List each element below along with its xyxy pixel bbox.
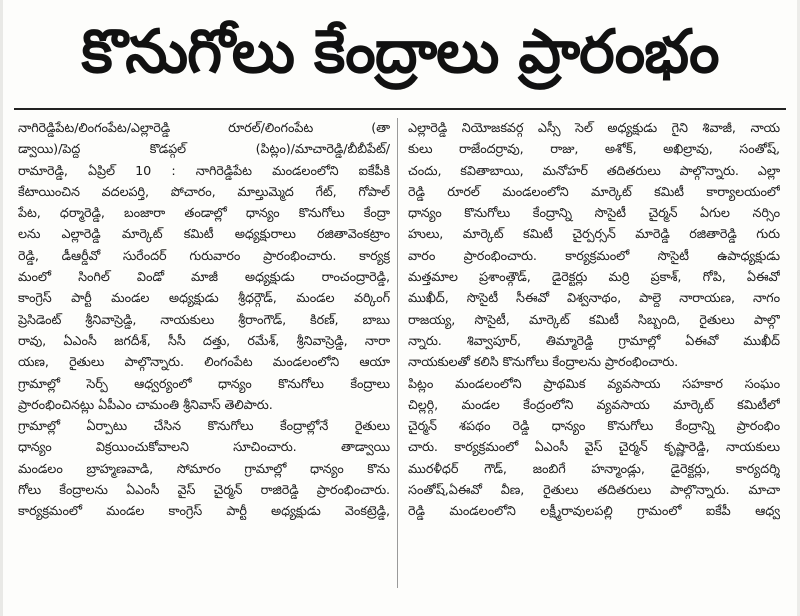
text-line: ముఖీద్, సొసైటీ సీఈవో విశ్వనాథం, పాల్దె నారాయణ, నాగం <box>408 291 780 307</box>
text-line: కులు రాజేందర్రావు, రాజు, అశోక్, అఖిల్రావు, సంతోష్, <box>408 142 780 158</box>
text-line: వారం ప్రారంభించారు. కార్యక్రమంలో సొసైటీ ఉపాధ్యక్షుడు <box>408 248 780 264</box>
text-line: మత్తమాల ప్రశాంత్గౌడ్, డైరెక్టర్లు మర్రి ప్రకాశ్, గోపి, ఏఈవో <box>408 270 780 286</box>
text-line: సంతోష్,ఏఈవో వీణ, రైతులు తదితరులు పాల్గొన్నారు. మాచా <box>408 483 780 499</box>
text-line: రామారెడ్డి, ఏప్రిల్ 10 : నాగిరెడ్డిపేట మండలంలోని ఐకేపీకి <box>18 163 390 179</box>
text-line: పిట్లం మండలంలోని ప్రాథమిక వ్యవసాయ సహకార సంఘం <box>408 376 780 392</box>
text-line: డ్వాయి)/పెద్ద కొడప్గల్ (పిట్లం)/మాచారెడ్డి/బీబీపేట్/ <box>18 142 390 158</box>
text-line: గోలు కేంద్రాలను ఏఎంసీ వైస్ చైర్మన్ రాజిరెడ్డి ప్రారంభించారు. <box>18 483 390 499</box>
text-line: హులు, మార్కెట్ కమిటీ చైర్పర్సన్ మారెడ్డి రజితారెడ్డి గురు <box>408 227 780 243</box>
text-line: రెడ్డి రూరల్ మండలంలోని మార్కెట్ కమిటీ కార్యాలయంలో <box>408 184 780 200</box>
text-line: ధాన్యం కొనుగోలు కేంద్రాన్ని సొసైటీ చైర్మన్ ఏగుల నర్సిం <box>408 206 780 222</box>
text-line: రెడ్డి, డీఆర్డీవో సురేందర్ గురువారం ప్రారంభించారు. కార్యక్ర <box>18 248 390 264</box>
text-line: నాగిరెడ్డిపేట/లింగంపేట/ఎల్లారెడ్డి రూరల్/లింగంపేట (తా <box>18 121 390 136</box>
page-edge-left <box>0 0 3 616</box>
article-column-left <box>18 118 390 598</box>
text-line: పేట, ధర్మారెడ్డి, బంజారా తండాల్లో ధాన్యం కొనుగోలు కేంద్రా <box>18 206 390 222</box>
text-line: రావు, ఏఎంసీ జగదీశ్, సీసీ దత్తు, రమేశ్, శ్రీనివాస్రెడ్డి, నారా <box>18 333 390 349</box>
text-line: ఎల్లారెడ్డి నియోజకవర్గ ఎస్సీ సెల్ అధ్యక్షుడు గైని శివాజీ, నాయ <box>408 121 780 136</box>
text-line: గ్రామాల్లో ఏర్పాటు చేసిన కొనుగోలు కేంద్రాల్లోనే రైతులు <box>18 419 390 435</box>
text-line: ప్రారంభించినట్లు ఏపీఎం చామంతి శ్రీనివాస్ తెలిపారు. <box>18 397 273 413</box>
text-line: కేటాయించిన వదలపర్తి, పోచారం, మాల్తుమ్మెద గేట్, గోపాల్ <box>18 184 390 200</box>
text-line: చందు, కవితాబాయి, మనోహర్ తదితరులు పాల్గొన్నారు. ఎల్లా <box>408 163 780 179</box>
text-line: రెడ్డి మండలంలోని లక్ష్మీరావులపల్లి గ్రామంలో ఐకేపీ ఆధ్వ <box>408 504 780 520</box>
text-line: చైర్మన్ శపథం రెడ్డి ధాన్యం కొనుగోలు కేంద్రాన్ని ప్రారంభిం <box>408 419 780 435</box>
column-divider <box>397 118 398 588</box>
text-line: చారు. కార్యక్రమంలో ఏఎంసీ వైస్ చైర్మన్ కృష్ణారెడ్డి, నాయకులు <box>408 440 780 456</box>
text-line: లను ఎల్లారెడ్డి మార్కెట్ కమిటీ అధ్యక్షురాలు రజితావెంకట్రాం <box>18 227 390 243</box>
text-line: మంలో సింగిల్ విండో మాజీ అధ్యక్షుడు రాంచంద్రారెడ్డి, <box>18 270 390 286</box>
text-line: న్నారు. శివ్వాపూర్, తిమ్మారెడ్డి గ్రామాల్లో ఏఈవో ముఖీద్ <box>408 333 780 349</box>
text-line: కాంగ్రెస్ పార్టీ మండల అధ్యక్షుడు శ్రీధర్గౌడ్, మండల వర్కింగ్ <box>18 291 390 307</box>
text-line: మండలం బ్రాహ్మణవాడి, సోమారం గ్రామాల్లో ధాన్యం కొను <box>18 461 390 477</box>
article-column-right <box>408 118 780 598</box>
text-line: ధాన్యం విక్రయించుకోవాలని సూచించారు. తాడ్వాయి <box>18 440 390 456</box>
headline-rule <box>14 108 786 110</box>
text-line: చిల్లర్గి, మండల కేంద్రంలోని వ్యవసాయ మార్కెట్ కమిటీలో <box>408 397 780 413</box>
text-line: యణ, రైతులు పాల్గొన్నారు. లింగంపేట మండలంలోని ఆయా <box>18 355 390 371</box>
text-line: ప్రెసిడెంట్ శ్రీనివాస్రెడ్డి, నాయకులు శ్రీరాంగౌడ్, కిరణ్, బాబు <box>18 312 390 328</box>
headline: కొనుగోలు కేంద్రాలు ప్రారంభం <box>81 17 719 87</box>
text-line: కార్యక్రమంలో మండల కాంగ్రెస్ పార్టీ అధ్యక్షుడు వెంకట్రెడ్డి, <box>18 504 390 520</box>
text-line: రాజయ్య, సొసైటీ, మార్కెట్ కమిటీ సిబ్బంది, రైతులు పాల్గొ <box>408 312 780 328</box>
text-line: నాయకులతో కలిసి కొనుగోలు కేంద్రాలను ప్రారంభించారు. <box>408 355 679 371</box>
text-line: మురళీధర్ గౌడ్, జంబిగే హన్మాండ్లు, డైరెక్టర్లు, కార్యదర్శి <box>408 461 780 477</box>
text-line: గ్రామాల్లో సెర్ప్ ఆధ్వర్యంలో ధాన్యం కొనుగోలు కేంద్రాలు <box>18 376 390 392</box>
